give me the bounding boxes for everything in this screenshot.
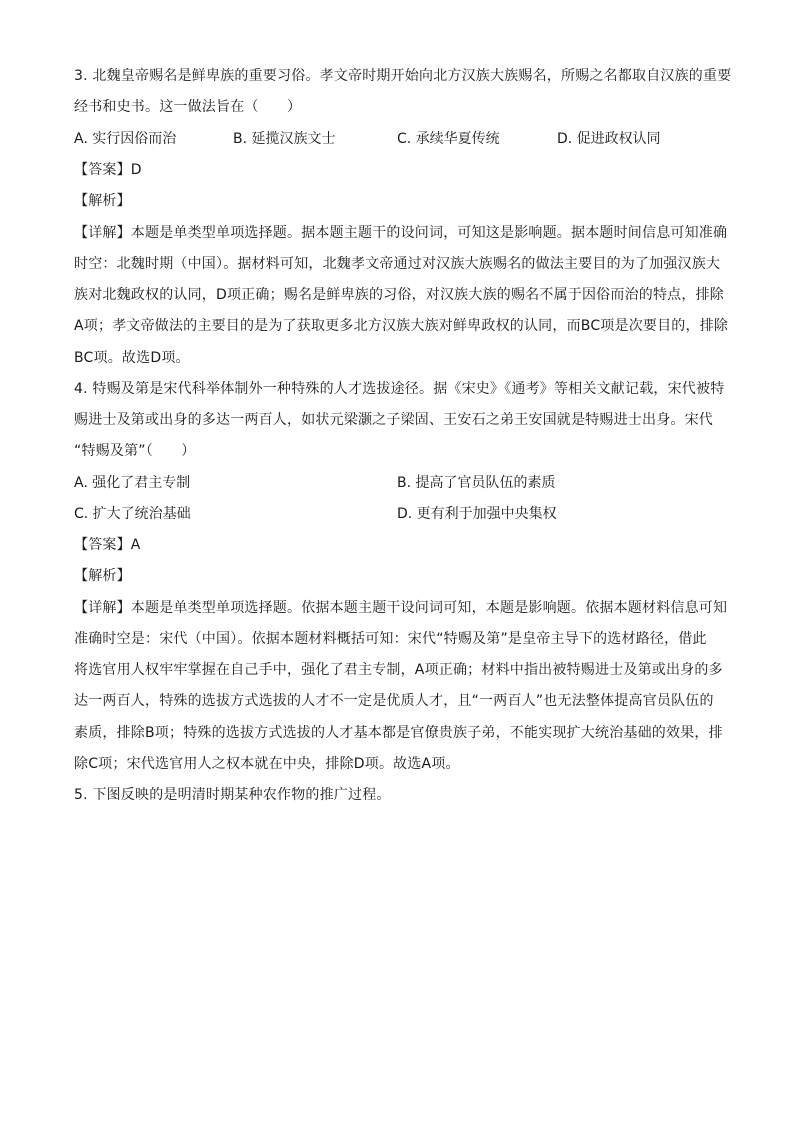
q3-stem-line-1: 3. 北魏皇帝赐名是鲜卑族的重要习俗。孝文帝时期开始向北方汉族大族赐名，所赐之名都取自汉族的重要 xyxy=(74,68,732,84)
q3-detail-line-4: A项；孝文帝做法的主要目的是为了获取更多北方汉族大族对鲜卑政权的认同，而BC项是次要目的，排除 xyxy=(74,318,729,334)
q3-detail-line-2: 时空：北魏时期（中国）。据材料可知，北魏孝文帝通过对汉族大族赐名的做法主要目的为了加强汉族大 xyxy=(74,256,721,272)
q3-option-c: C. 承续华夏传统 xyxy=(397,131,500,147)
q4-detail-line-4: 达一两百人，特殊的选拔方式选拔的人才不一定是优质人才，且“一两百人”也无法整体提高官员队伍的 xyxy=(74,693,714,709)
q3-analysis-label: 【解析】 xyxy=(74,193,131,209)
q3-detail-line-3: 族对北魏政权的认同，D项正确；赐名是鲜卑族的习俗，对汉族大族的赐名不属于因俗而治的特点，排除 xyxy=(74,287,724,303)
q4-detail-line-1: 【详解】本题是单类型单项选择题。依据本题主题干设问词可知，本题是影响题。依据本题材料信息可知 xyxy=(74,600,728,616)
q4-option-d: D. 更有利于加强中央集权 xyxy=(397,506,557,522)
q3-option-a: A. 实行因俗而治 xyxy=(74,131,177,147)
q4-option-c: C. 扩大了统治基础 xyxy=(74,506,191,522)
q4-option-b: B. 提高了官员队伍的素质 xyxy=(397,475,556,491)
q4-detail-line-3: 将选官用人权牢牢掌握在自己手中，强化了君主专制，A项正确；材料中指出被特赐进士及第或出身的多 xyxy=(74,662,723,678)
q4-detail-line-2: 准确时空是：宋代（中国）。依据本题材料概括可知：宋代“特赐及第”是皇帝主导下的选材路径，借此 xyxy=(74,631,707,647)
q4-detail-line-6: 除C项；宋代选官用人之权本就在中央，排除D项。故选A项。 xyxy=(74,756,460,772)
q4-answer: 【答案】A xyxy=(74,537,141,553)
q3-option-b: B. 延揽汉族文士 xyxy=(233,131,336,147)
q4-analysis-label: 【解析】 xyxy=(74,568,131,584)
q4-option-a: A. 强化了君主专制 xyxy=(74,475,191,491)
q4-stem-line-1: 4. 特赐及第是宋代科举体制外一种特殊的人才选拔途径。据《宋史》《通考》等相关文献记载，宋代被特 xyxy=(74,381,725,397)
q4-stem-line-2: 赐进士及第或出身的多达一两百人，如状元梁灏之子梁固、王安石之弟王安国就是特赐进士出身。宋代 xyxy=(74,412,713,428)
q4-detail-line-5: 素质，排除B项；特殊的选拔方式选拔的人才基本都是官僚贵族子弟，不能实现扩大统治基础的效果，排 xyxy=(74,725,723,741)
q3-detail-line-5: BC项。故选D项。 xyxy=(74,350,190,366)
q5-stem: 5. 下图反映的是明清时期某种农作物的推广过程。 xyxy=(74,787,391,803)
q3-stem-line-2: 经书和史书。这一做法旨在（ ） xyxy=(74,99,302,115)
q3-option-d: D. 促进政权认同 xyxy=(557,131,661,147)
q3-answer: 【答案】D xyxy=(74,162,142,178)
q4-stem-line-3: “特赐及第”（ ） xyxy=(74,443,196,459)
q3-detail-line-1: 【详解】本题是单类型单项选择题。据本题主题干的设问词，可知这是影响题。据本题时间信息可知准确 xyxy=(74,225,728,241)
